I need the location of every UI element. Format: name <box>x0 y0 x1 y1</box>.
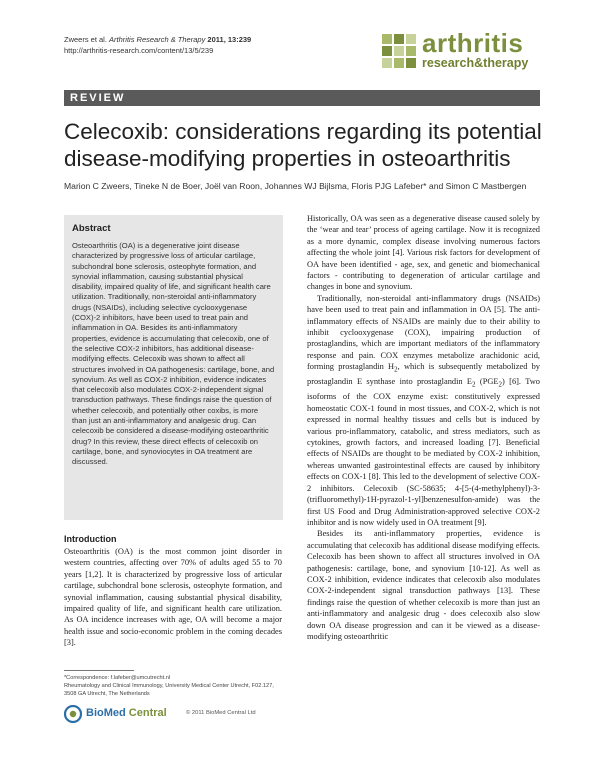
subscript: 2 <box>498 381 503 390</box>
article-url[interactable]: http://arthritis-research.com/content/13/5/239 <box>64 46 214 55</box>
author-list: Marion C Zweers, Tineke N de Boer, Joël van Roon, Johannes WJ Bijlsma, Floris PJG Lafeber* and Simon C Mastbergen <box>64 181 527 191</box>
correspondence-email[interactable]: *Correspondence: f.lafeber@umcutrecht.nl <box>64 675 171 681</box>
citation-authors: Zweers et al. <box>64 35 107 44</box>
body-text: , which is subsequently metabolized by prostaglandin E synthase into prostaglandin E <box>307 362 540 387</box>
publisher-name-part1: BioMed <box>86 707 126 719</box>
logo-word-arthritis: arthritis <box>422 28 524 58</box>
logo-word-research-therapy: research&therapy <box>422 56 529 70</box>
body-paragraph <box>307 293 540 528</box>
biomed-central-icon <box>64 705 82 723</box>
volume-info: 2011, 13:239 <box>207 35 252 44</box>
body-paragraph: Besides its anti-inflammatory properties, evidence is accumulating that celecoxib has additional disease modifying effects. Celecoxib has been shown to affect all structures involved in OA pathogenesis: cartilage, bone, and synovium [10-12]. As well as COX-2 inhibition, evidence indicates that celecoxib also modulates COX-2-independent signal transduction pathways [13]. These findings raise the question of whether celecoxib is more than just an anti-inflammatory and analgesic drug - does celecoxib also slow down OA disease progression and can it be viewed as a disease-modifying osteoarthritic <box>307 529 540 641</box>
abstract-text: Osteoarthritis (OA) is a degenerative joint disease characterized by progressive loss of articular cartilage, subchondral bone sclerosis, osteophyte formation, and synovial inflammation, causing substantial physical disability, impaired quality of life, and significant health care utilization. Traditionally, non-steroidal anti-inflammatory drugs (NSAIDs), including selective cyclooxygenase (COX)-2 inhibitors, have been used to treat pain and inflammation in OA. Besides its anti-inflammatory properties, evidence is accumulating that celecoxib, one of the selective COX-2 inhibitors, has additional disease-modifying effects. Celecoxib was shown to affect all structures involved in OA pathogenesis: cartilage, bone, and synovium. As well as COX-2 inhibition, evidence indicates that celecoxib also modulates COX-2-independent signal transduction pathways. These findings raise the question of whether celecoxib, and potentially other coxibs, is more than just an anti-inflammatory and analgesic drug. Can celecoxib be considered a disease-modifying osteoarthritic drug? In this review, these direct effects of celecoxib on cartilage, bone, and synoviocytes in OA treatment are discussed. <box>72 241 275 467</box>
body-text: (PGE <box>475 377 499 387</box>
affiliation: Rheumatology and Clinical Immunology, University Medical Center Utrecht, F02.127, 3508 GA Utrecht, The Netherlands <box>64 683 274 697</box>
subscript: 2 <box>472 381 476 390</box>
citation-header <box>64 34 251 56</box>
publisher-logo <box>64 705 184 723</box>
publisher-name-part2: Central <box>125 707 167 719</box>
introduction-heading: Introduction <box>64 534 117 544</box>
abstract-box <box>64 215 283 520</box>
copyright: © 2011 BioMed Central Ltd <box>186 710 256 716</box>
section-label: REVIEW <box>70 92 126 104</box>
footnote <box>64 674 284 698</box>
article-title: Celecoxib: considerations regarding its potential disease-modifying properties in osteoarthritis <box>64 119 542 171</box>
body-paragraph: Historically, OA was seen as a degenerative disease caused solely by the ‘wear and tear’ process of ageing cartilage. Now it is recognized as a more dynamic, complex disease involving numerous factors affecting the whole joint [4]. Various risk factors for development of OA have been identified - age, sex, and genetic and biomechanical factors - contributing to degeneration of articular cartilage and changes in bone and synovium. <box>307 214 540 292</box>
body-text: Traditionally, non-steroidal anti-inflammatory drugs (NSAIDs) have been used to treat pain and inflammation in OA [5]. The anti-inflammatory effects of NSAIDs are mainly due to their ability to inhibit cyclooxygenase (COX), impairing production of prostaglandins, which are important mediators of the inflammatory response and pain. COX enzymes metabolize arachidonic acid, forming prostaglandin H <box>307 293 540 372</box>
footnote-divider <box>64 670 134 671</box>
introduction-text: Osteoarthritis (OA) is the most common joint disorder in western countries, affecting over 70% of adults aged 55 to 70 years [1,2]. It is characterized by progressive loss of articular cartilage, subchondral bone sclerosis, osteophyte formation, and synovial inflammation, causing substantial physical disability, impaired quality of life, and significant health care utilization. As OA incidence increases with age, OA will become a major health issue and socio-economic problem in the coming decades [3]. <box>64 547 282 648</box>
publisher-name <box>86 706 167 720</box>
journal-logo <box>380 30 540 80</box>
subscript: 2 <box>394 365 398 374</box>
citation-line <box>64 34 251 45</box>
body-text: ) [6]. Two isoforms of the COX enzyme exist: constitutively expressed homeostatic COX-1 found in most tissues, and COX-2, which is not expressed in normal healthy tissues and cells but is induced by various pro-inflammatory, catabolic, and stress mediators, such as cytokines, growth factors, and increased loading [7]. Beneficial effects of NSAIDs are thought to be mediated by COX-2 inhibition, whereas unwanted gastrointestinal effects are caused by inhibitory effects on COX-1 [8]. This led to the development of selective COX-2 inhibitors. Celecoxib (SC-58635; 4-[5-(4-methylphenyl)-3-(trifluoromethyl)-1H-pyrazol-1-yl]benzenesulfon-amide) was the first US Food and Drug Administration-approved selective COX-2 inhibitor and is now widely used in OA treatment [9]. <box>307 377 540 527</box>
abstract-heading: Abstract <box>72 223 111 234</box>
body-column-right <box>307 213 540 642</box>
journal-name: Arthritis Research & Therapy <box>109 35 206 44</box>
logo-grid-icon <box>380 32 418 76</box>
section-label-bar <box>64 90 540 106</box>
